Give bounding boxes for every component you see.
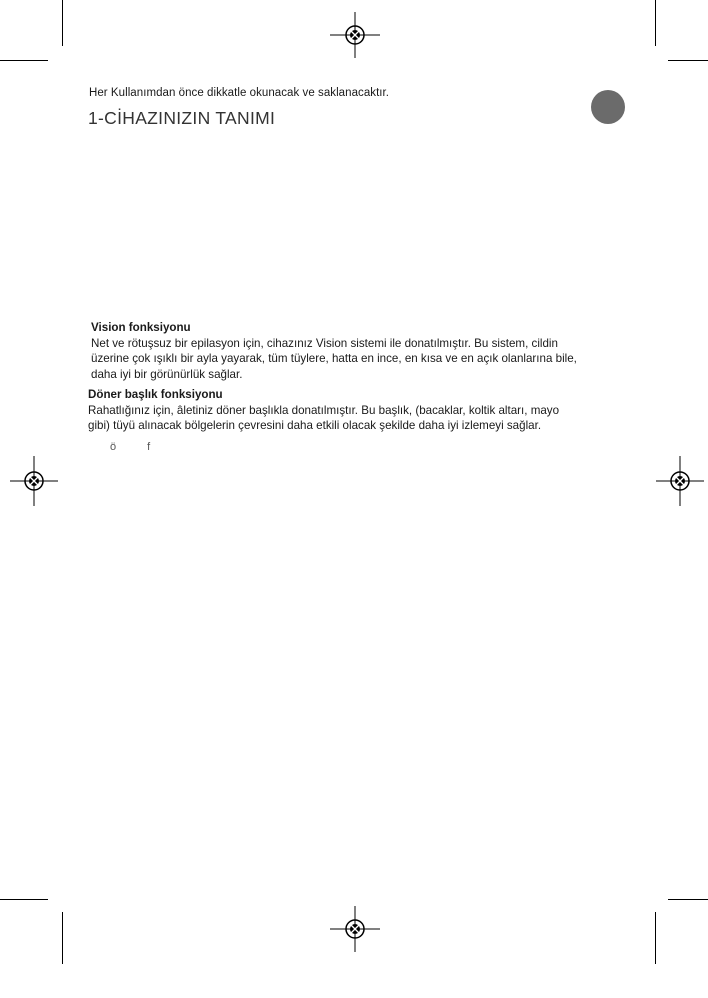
registration-mark-top [330,12,380,58]
rotating-head-title: Döner başlık fonksiyonu [88,388,223,401]
vision-title: Vision fonksiyonu [91,321,191,334]
vision-line: üzerine çok ışıklı bir ayla yayarak, tüm tüylere, hatta en ince, en kısa ve en açık olanlarına bile, [91,352,577,365]
rotating-head-section [88,387,648,434]
section-heading: 1-CİHAZINIZIN TANIMI [88,108,276,128]
registration-mark-bottom [330,906,380,952]
crop-line [668,899,708,900]
intro-note: Her Kullanımdan önce dikkatle okunacak ve saklanacaktır. [89,87,390,99]
crop-line [62,912,63,964]
text-fragment: ö f [110,441,151,453]
vision-section [91,320,651,382]
crop-line [0,899,48,900]
crop-line [668,60,708,61]
rotating-head-line: Rahatlığınız için, âletiniz döner başlıkla donatılmıştır. Bu başlık, (bacaklar, koltik altarı, mayo [88,403,560,417]
registration-mark-left [10,456,58,506]
vision-line: daha iyi bir görünürlük sağlar. [91,367,243,381]
crop-line [655,0,656,46]
language-badge [591,90,625,124]
crop-line [0,60,48,61]
crop-line [62,0,63,46]
vision-line: Net ve rötuşsuz bir epilasyon için, cihazınız Vision sistemi ile donatılmıştır. Bu sistem, cildin [91,336,558,350]
rotating-head-line: gibi) tüyü alınacak bölgelerin çevresini daha etkili olacak şekilde daha iyi izlemeyi sağlar. [88,419,542,432]
registration-mark-right [656,456,704,506]
crop-line [655,912,656,964]
